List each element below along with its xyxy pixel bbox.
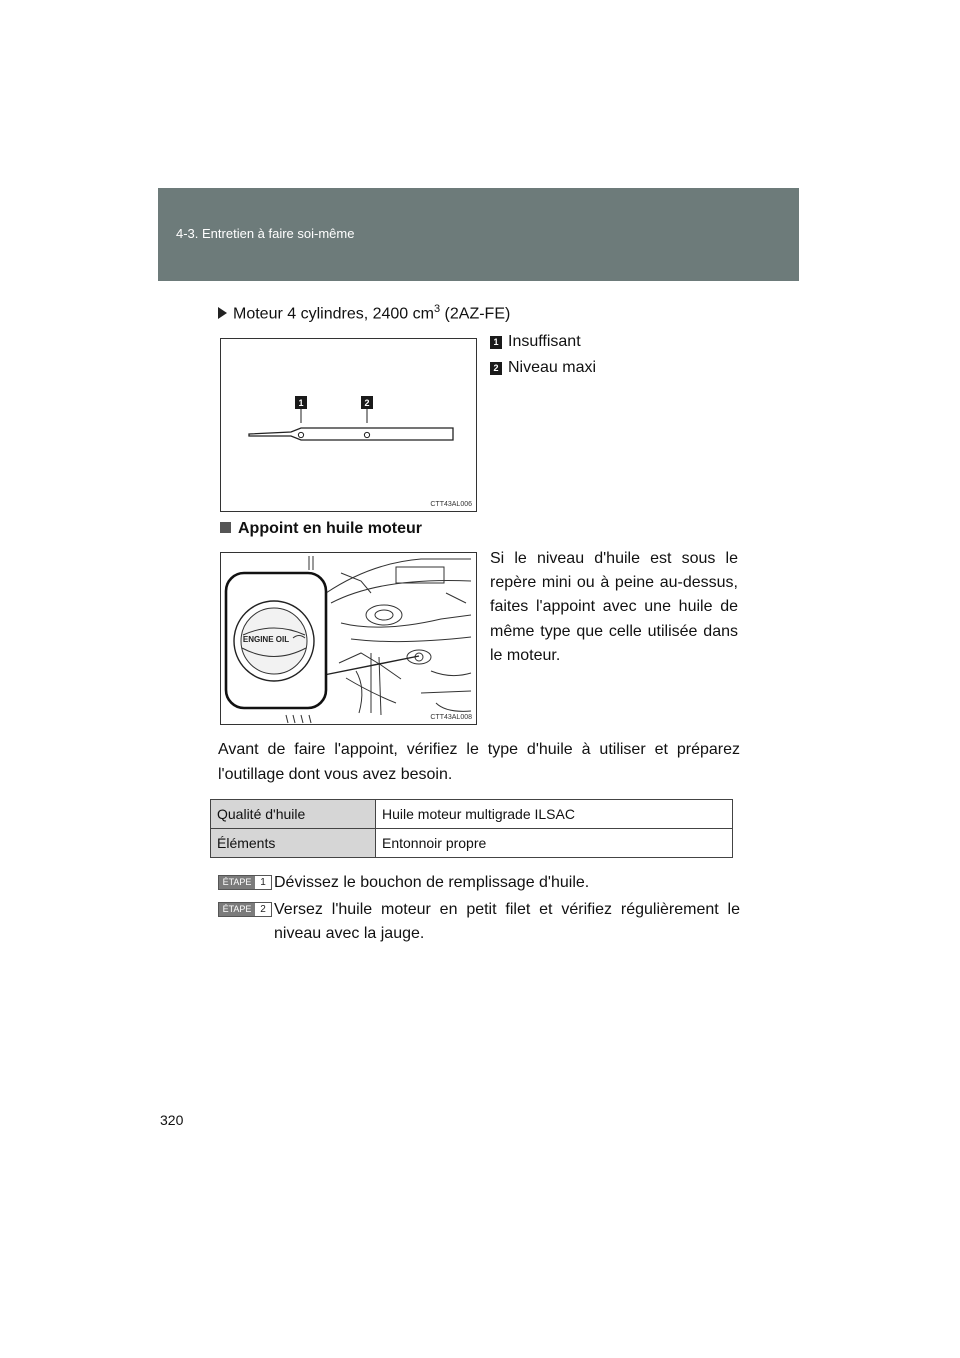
legend-number-1: 1 [490, 336, 502, 349]
callout-1: 1 [298, 398, 304, 408]
step-text: Dévissez le bouchon de remplissage d'huile. [274, 874, 590, 891]
engine-heading-text: Moteur 4 cylindres, 2400 cm [233, 305, 434, 323]
table-row [211, 800, 733, 829]
step-number: 1 [260, 877, 266, 888]
step-label: ÉTAPE [219, 903, 255, 916]
step-1 [218, 871, 740, 895]
table-value: Huile moteur multigrade ILSAC [376, 800, 733, 829]
step-number: 2 [260, 904, 266, 915]
engine-variant-heading [218, 303, 510, 323]
section-heading [220, 520, 422, 538]
table-value: Entonnoir propre [376, 829, 733, 858]
step-badge [218, 902, 272, 917]
section-header [158, 188, 799, 281]
requirements-table [210, 799, 733, 858]
dipstick-figure [220, 338, 477, 512]
oil-cap-figure [220, 552, 477, 725]
engine-bay-illustration [221, 553, 476, 724]
step-text: Versez l'huile moteur en petit filet et vérifiez régulièrement le niveau avec la jauge. [274, 901, 740, 942]
legend-item-1 [490, 333, 581, 351]
square-bullet-icon [220, 522, 231, 533]
engine-heading-suffix: (2AZ-FE) [440, 305, 511, 323]
refill-instructions: Si le niveau d'huile est sous le repère mini ou à peine au-dessus, faites l'appoint avec une huile de même type que celle utilisée dans le moteur. [490, 550, 738, 664]
figure-code: CTT43AL006 [430, 501, 472, 508]
legend-item-2 [490, 359, 596, 377]
legend-number-2: 2 [490, 362, 502, 375]
legend-label-1: Insuffisant [508, 333, 581, 350]
engine-heading-superscript: 3 [433, 303, 441, 315]
dipstick-illustration [221, 339, 476, 511]
section-heading-text: Appoint en huile moteur [238, 520, 422, 537]
step-2 [218, 898, 740, 946]
figure-code: CTT43AL008 [430, 714, 472, 721]
page-number: 320 [160, 1112, 184, 1128]
oil-cap-label: ENGINE OIL [242, 635, 290, 644]
legend-label-2: Niveau maxi [508, 359, 597, 376]
table-row [211, 829, 733, 858]
table-key: Qualité d'huile [211, 800, 376, 829]
table-key: Éléments [211, 829, 376, 858]
preparation-paragraph: Avant de faire l'appoint, vérifiez le type d'huile à utiliser et préparez l'outillage dont vous avez besoin. [218, 741, 740, 783]
step-badge [218, 875, 272, 890]
triangle-bullet-icon [218, 307, 227, 319]
callout-2: 2 [364, 398, 370, 408]
step-label: ÉTAPE [219, 876, 255, 889]
section-title: 4-3. Entretien à faire soi-même [176, 226, 355, 241]
